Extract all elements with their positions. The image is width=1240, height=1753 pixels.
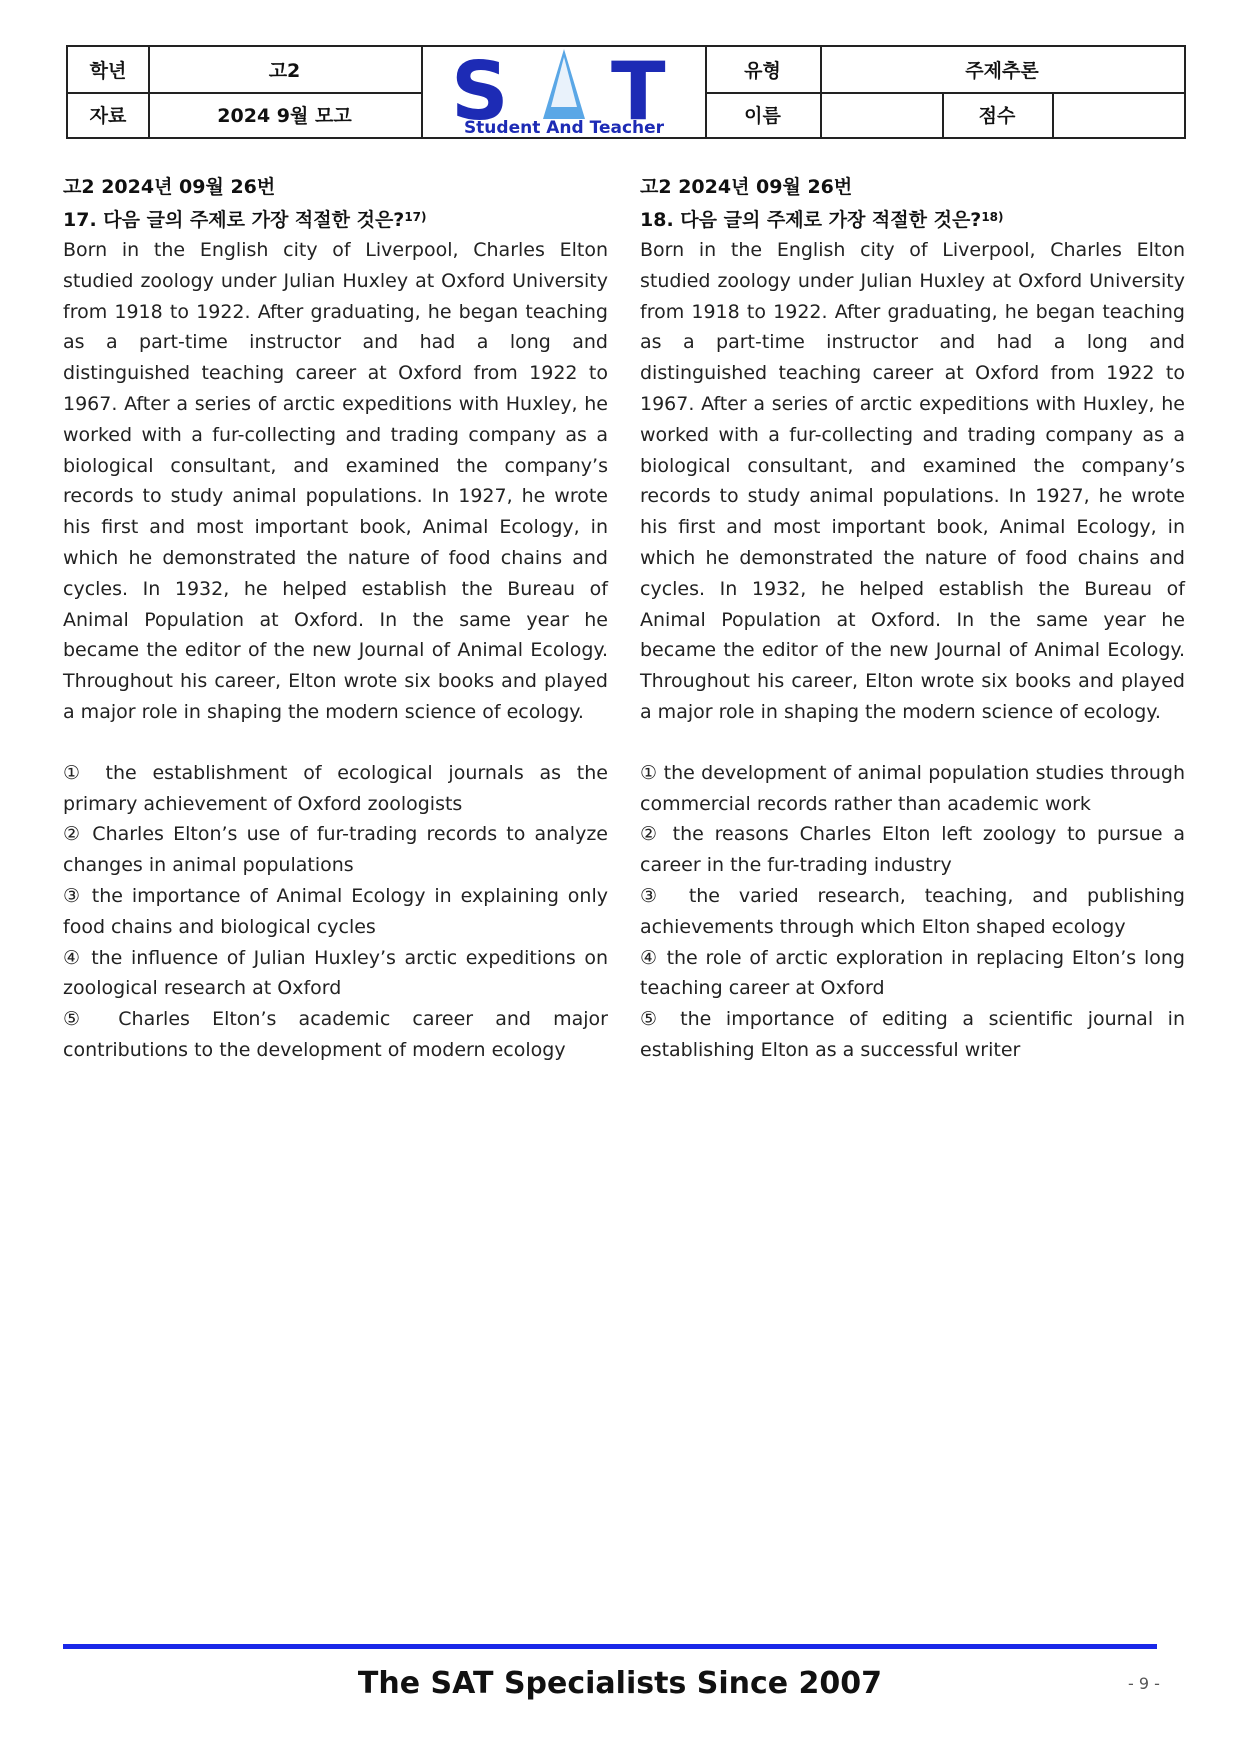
material-label: 자료	[89, 105, 127, 127]
logo-subtitle: Student And Teacher	[463, 118, 665, 137]
choice-1[interactable]: ① the development of animal population studies through commercial records rather than academic work	[640, 761, 1185, 815]
score-label: 점수	[978, 105, 1016, 127]
footnote-marker: 18)	[981, 210, 1004, 224]
footer-divider	[63, 1644, 1157, 1649]
question-source: 고2 2024년 09월 26번	[63, 176, 276, 198]
choice-1[interactable]: ① the establishment of ecological journals as the primary achievement of Oxford zoologists	[63, 761, 608, 815]
question-stem-text: 18. 다음 글의 주제로 가장 적절한 것은?	[640, 209, 982, 231]
type-label: 유형	[744, 60, 781, 82]
question-17	[63, 172, 608, 1066]
choice-3[interactable]: ③ the varied research, teaching, and publishing achievements through which Elton shaped ecology	[640, 884, 1185, 938]
choice-list	[640, 758, 1185, 1066]
question-stem	[63, 202, 608, 235]
passage: Born in the English city of Liverpool, Charles Elton studied zoology under Julian Huxley at Oxford University from 1918 to 1922. After graduating, he began teaching as a part-time instructor and had a long and distinguished teaching career at Oxford from 1922 to 1967. After a series of arctic expeditions with Huxley, he worked with a fur-collecting and trading company as a biological consultant, and examined the company’s records to study animal populations. In 1927, he wrote his first and most important book, Animal Ecology, in which he demonstrated the nature of food chains and cycles. In 1932, he helped establish the Bureau of Animal Population at Oxford. In the same year he became the editor of the new Journal of Animal Ecology. Throughout his career, Elton wrote six books and played a major role in shaping the modern science of ecology.	[63, 239, 608, 723]
header-table	[66, 45, 1186, 139]
page-number: - 9 -	[1128, 1674, 1160, 1693]
name-field[interactable]	[820, 92, 942, 137]
material-value: 2024 9월 모고	[217, 105, 352, 127]
choice-4[interactable]: ④ the role of arctic exploration in replacing Elton’s long teaching career at Oxford	[640, 946, 1185, 1000]
question-18	[640, 172, 1185, 1066]
type-value: 주제추론	[965, 60, 1039, 82]
logo-s: S	[451, 47, 509, 137]
sat-logo	[423, 47, 705, 137]
choice-3[interactable]: ③ the importance of Animal Ecology in explaining only food chains and biological cycles	[63, 884, 608, 938]
footnote-marker: 17)	[404, 210, 427, 224]
passage: Born in the English city of Liverpool, Charles Elton studied zoology under Julian Huxley at Oxford University from 1918 to 1922. After graduating, he began teaching as a part-time instructor and had a long and distinguished teaching career at Oxford from 1922 to 1967. After a series of arctic expeditions with Huxley, he worked with a fur-collecting and trading company as a biological consultant, and examined the company’s records to study animal populations. In 1927, he wrote his first and most important book, Animal Ecology, in which he demonstrated the nature of food chains and cycles. In 1932, he helped establish the Bureau of Animal Population at Oxford. In the same year he became the editor of the new Journal of Animal Ecology. Throughout his career, Elton wrote six books and played a major role in shaping the modern science of ecology.	[640, 239, 1185, 723]
name-label: 이름	[744, 105, 781, 127]
footer-slogan: The SAT Specialists Since 2007	[357, 1666, 883, 1701]
choice-list	[63, 758, 608, 1066]
logo-t: T	[611, 47, 666, 137]
grade-value: 고2	[268, 60, 301, 82]
question-stem-text: 17. 다음 글의 주제로 가장 적절한 것은?	[63, 209, 405, 231]
choice-2[interactable]: ② the reasons Charles Elton left zoology to pursue a career in the fur-trading industry	[640, 823, 1185, 877]
question-source: 고2 2024년 09월 26번	[640, 176, 853, 198]
question-stem	[640, 202, 1185, 235]
score-field[interactable]	[1052, 92, 1184, 137]
choice-5[interactable]: ⑤ Charles Elton’s academic career and major contributions to the development of modern ecology	[63, 1008, 608, 1061]
grade-label: 학년	[89, 60, 127, 82]
choice-2[interactable]: ② Charles Elton’s use of fur-trading records to analyze changes in animal populations	[63, 823, 608, 877]
choice-5[interactable]: ⑤ the importance of editing a scientific journal in establishing Elton as a successful writer	[640, 1008, 1185, 1061]
choice-4[interactable]: ④ the influence of Julian Huxley’s arctic expeditions on zoological research at Oxford	[63, 946, 608, 1000]
